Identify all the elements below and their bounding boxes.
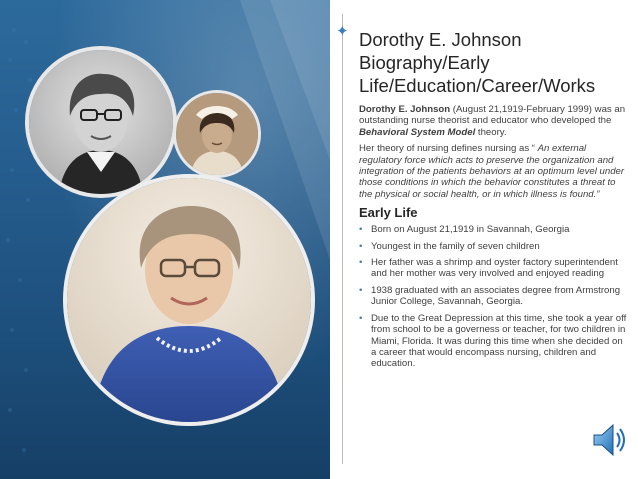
vertical-divider <box>342 14 343 464</box>
portrait-nurse-photo <box>176 93 258 175</box>
star-ornament-icon: ✦ <box>336 23 349 40</box>
definition-lead: Her theory of nursing defines nursing as “ <box>359 143 538 155</box>
bullet-marker: • <box>359 284 363 296</box>
list-item <box>359 313 627 370</box>
early-life-list <box>359 224 627 369</box>
page-title: Dorothy E. Johnson Biography/Early Life/Education/Career/Works <box>359 29 596 96</box>
list-item <box>359 224 627 235</box>
bullet-marker: • <box>359 224 363 236</box>
bullet-marker: • <box>359 240 363 252</box>
speaker-icon[interactable] <box>590 420 628 460</box>
portrait-elder-photo <box>67 178 311 422</box>
theory-name: Behavioral System Model <box>359 126 476 138</box>
list-item-text: Due to the Great Depression at this time, she took a year off from school to be a governess or teacher, for two children in Miami, Florida. It was during this time when she decided on a career that would encompass nursing, children and education. <box>371 312 627 370</box>
portrait-young-photo <box>29 50 173 194</box>
list-item-text: 1938 graduated with an associates degree from Armstrong Junior College, Savannah, Georgia. <box>371 284 621 308</box>
intro-text-b: theory. <box>475 126 507 138</box>
list-item <box>359 241 627 252</box>
subject-name: Dorothy E. Johnson <box>359 104 451 115</box>
bullet-marker: • <box>359 257 363 269</box>
intro-paragraph <box>359 104 627 138</box>
bullet-marker: • <box>359 312 363 324</box>
early-life-heading: Early Life <box>359 205 418 221</box>
intro-text-a: (August 21,1919-February 1999) was an outstanding nurse theorist and educator who developed the <box>359 104 626 127</box>
content-column <box>359 28 627 375</box>
list-item <box>359 257 627 280</box>
list-item <box>359 285 627 308</box>
list-item-text: Youngest in the family of seven children <box>371 240 540 252</box>
list-item-text: Her father was a shrimp and oyster factory superintendent and her mother was very involved and enjoyed reading <box>371 257 618 280</box>
list-item-text: Born on August 21,1919 in Savannah, Georgia <box>371 224 570 236</box>
definition-paragraph <box>359 143 627 200</box>
definition-quote: An external regulatory force which acts to preserve the organization and integration of the patients behaviors at an optimum level under those conditions in which the behavior constitutes a threat to the physical or social health, or in which illness is found.” <box>359 143 625 200</box>
